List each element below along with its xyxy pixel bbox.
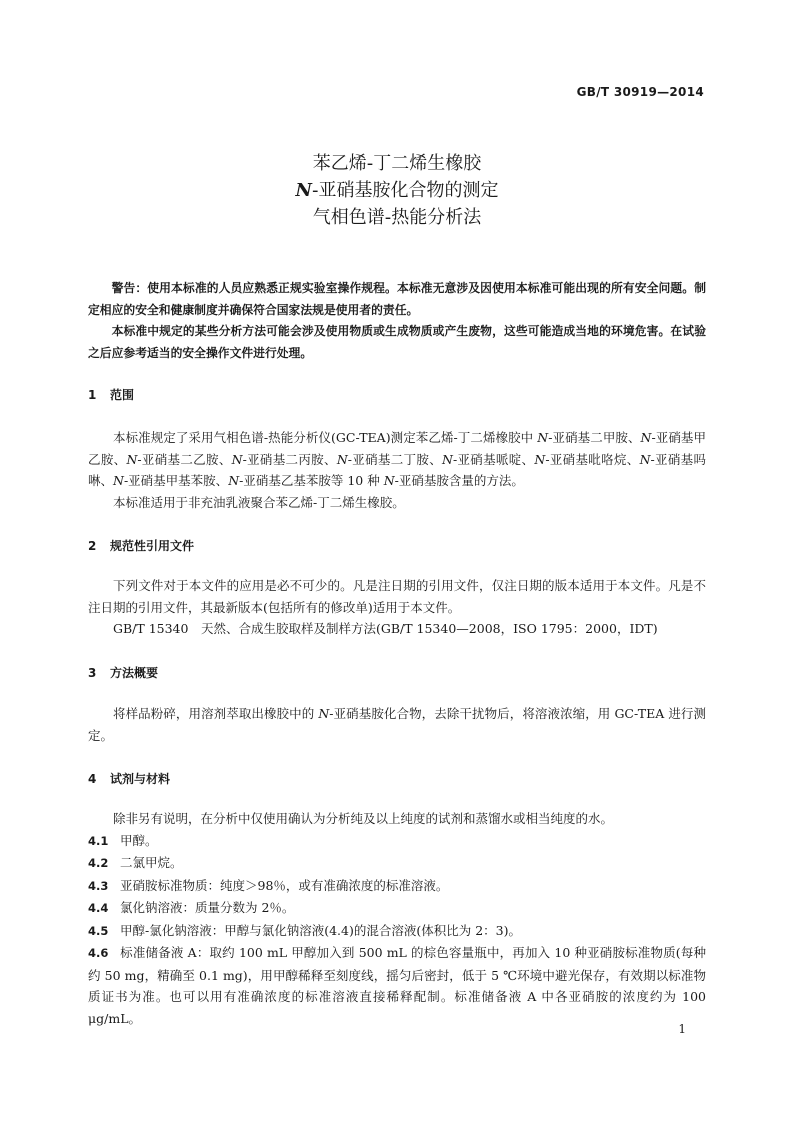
scope-paragraph-1: 本标准规定了采用气相色谱-热能分析仪(GC-TEA)测定苯乙烯-丁二烯橡胶中 N-亚硝基二甲胺、N-亚硝基甲乙胺、N-亚硝基二乙胺、N-亚硝基二丙胺、N-亚硝基二丁胺、N-亚硝基哌啶、N-亚硝基吡咯烷、N-亚硝基吗啉、N-亚硝基甲基苯胺、N-亚硝基乙基苯胺等 10 种 N-亚硝基胺含量的方法。	[88, 430, 706, 488]
reference-entry: GB/T 15340 天然、合成生胶取样及制样方法(GB/T 15340—2008，ISO 1795：2000，IDT)	[113, 621, 658, 636]
section-title: 试剂与材料	[110, 772, 171, 786]
clause-4-4: 4.4 氯化钠溶液：质量分数为 2％。	[88, 900, 295, 915]
warning-paragraph-2: 本标准中规定的某些分析方法可能会涉及使用物质或生成物质或产生废物，这些可能造成当地的环境危害。在试验之后应参考适当的安全操作文件进行处理。	[88, 324, 706, 360]
section-title: 范围	[110, 388, 135, 402]
section-number: 2	[88, 539, 97, 553]
clause-4-6: 4.6 标准储备液 A：取约 100 mL 甲醇加入到 500 mL 的棕色容量瓶中，再加入 10 种亚硝胺标准物质(每种约 50 mg，精确至 0.1 mg)，用甲醇稀释至刻度线，摇匀后密封，低于 5 ℃环境中避光保存，有效期以标准物质证书为准。也可以用有准确浓度的标准溶液直接稀释配制。标准储备液 A 中各亚硝胺的浓度约为 100 μg/mL。	[88, 945, 706, 1026]
title-line-2-rest: -亚硝基胺化合物的测定	[311, 180, 499, 201]
references-paragraph: 下列文件对于本文件的应用是必不可少的。凡是注日期的引用文件，仅注日期的版本适用于本文件。凡是不注日期的引用文件，其最新版本(包括所有的修改单)适用于本文件。	[88, 578, 706, 615]
reagents-intro: 除非另有说明，在分析中仅使用确认为分析纯及以上纯度的试剂和蒸馏水或相当纯度的水。	[113, 811, 614, 826]
page-number: 1	[678, 1022, 686, 1036]
section-title: 规范性引用文件	[110, 539, 195, 553]
section-1-body	[88, 427, 706, 513]
section-4-body	[88, 808, 706, 1029]
scope-paragraph-2: 本标准适用于非充油乳液聚合苯乙烯-丁二烯生橡胶。	[113, 494, 405, 510]
clause-4-2: 4.2 二氯甲烷。	[88, 855, 183, 870]
section-3-body	[88, 703, 706, 746]
section-2-heading	[88, 537, 194, 554]
document-title	[0, 150, 794, 231]
section-1-heading	[88, 386, 134, 403]
warning-block	[88, 278, 706, 364]
method-summary-paragraph: 将样品粉碎，用溶剂萃取出橡胶中的 N-亚硝基胺化合物，去除干扰物后，将溶液浓缩，用 GC-TEA 进行测定。	[88, 706, 706, 743]
warning-paragraph-1: 警告：使用本标准的人员应熟悉正规实验室操作规程。本标准无意涉及因使用本标准可能出现的所有安全问题。制定相应的安全和健康制度并确保符合国家法规是使用者的责任。	[88, 281, 706, 317]
section-3-heading	[88, 664, 158, 681]
clause-4-5: 4.5 甲醇-氯化钠溶液：甲醇与氯化钠溶液(4.4)的混合溶液(体积比为 2：3)。	[88, 922, 521, 938]
section-title: 方法概要	[110, 666, 159, 680]
section-4-heading	[88, 770, 170, 787]
title-line-2	[0, 177, 794, 204]
title-line-3: 气相色谱-热能分析法	[312, 207, 482, 228]
section-number: 4	[88, 772, 97, 786]
clause-4-3: 4.3 亚硝胺标准物质：纯度＞98％，或有准确浓度的标准溶液。	[88, 877, 449, 893]
section-2-body	[88, 575, 706, 640]
standard-code: GB/T 30919—2014	[576, 85, 704, 99]
title-italic-n: N	[295, 180, 312, 201]
title-line-1: 苯乙烯-丁二烯生橡胶	[312, 153, 482, 174]
section-number: 3	[88, 666, 97, 680]
clause-4-1: 4.1 甲醇。	[88, 832, 158, 848]
section-number: 1	[88, 388, 97, 402]
